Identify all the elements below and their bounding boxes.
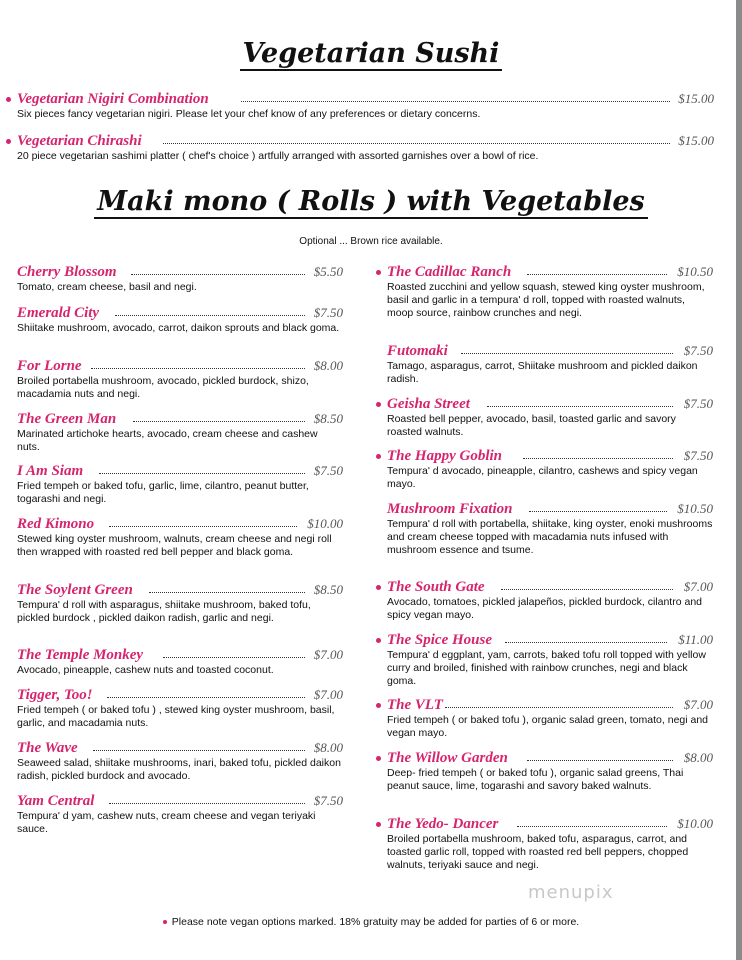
item-description: Fried tempeh or baked tofu, garlic, lime, cilantro, peanut butter, togarashi and negi. [17,480,309,505]
vegan-marker-icon [6,139,11,144]
vegan-marker-icon [163,920,167,924]
leader-dots [109,526,297,527]
menu-item [17,516,343,559]
brown-rice-note: Optional ... Brown rice available. [299,236,443,247]
item-description: Avocado, tomatoes, pickled jalapeños, pickled burdock, cilantro and spicy vegan mayo. [387,596,702,621]
item-description: Seaweed salad, shiitake mushrooms, inari, baked tofu, pickled daikon radish, pickled burdock and avocado. [17,757,341,782]
leader-dots [501,589,673,590]
vegan-marker-icon [6,97,11,102]
item-price: $7.50 [313,793,343,808]
leader-dots [109,803,305,804]
leader-dots [461,353,673,354]
item-description: Marinated artichoke hearts, avocado, cream cheese and cashew nuts. [17,428,318,453]
item-name: Mushroom Fixation [387,501,513,517]
item-name: The South Gate [387,579,485,595]
item-description: Broiled portabella mushroom, baked tofu, asparagus, carrot, and toasted garlic roll, topped with roasted red bell peppers, chopped walnuts, teriyaki sauce and negi. [387,833,689,871]
item-description: Broiled portabella mushroom, avocado, pickled burdock, shizo, macadamia nuts and negi. [17,375,309,400]
menu-item [17,411,343,454]
item-price: $8.00 [683,750,713,765]
leader-dots [505,642,667,643]
vegan-marker-icon [376,585,381,590]
item-price: $7.00 [683,579,713,594]
vegan-marker-icon [376,638,381,643]
menu-item [387,343,713,386]
vegetarian-sushi-title: Vegetarian Sushi [0,38,742,69]
item-price: $10.00 [307,516,343,531]
item-description: Stewed king oyster mushroom, walnuts, cream cheese and negi roll then wrapped with roasted red bell pepper and black goma. [17,533,332,558]
item-name: The Soylent Green [17,582,133,598]
item-name: Geisha Street [387,396,470,412]
item-description: 20 piece vegetarian sashimi platter ( chef's choice ) artfully arranged with assorted garnishes over a bowl of rice. [17,150,539,162]
item-name: The Yedo- Dancer [387,816,499,832]
leader-dots [523,458,673,459]
menu-item [17,305,343,335]
item-name: The Spice House [387,632,492,648]
item-name: The Willow Garden [387,750,508,766]
leader-dots [527,760,673,761]
leader-dots [133,421,305,422]
footer-note [0,916,742,928]
item-name: Tigger, Too! [17,687,93,703]
item-name: The Happy Goblin [387,448,502,464]
item-description: Avocado, pineapple, cashew nuts and toasted coconut. [17,664,274,676]
leader-dots [107,697,305,698]
item-price: $7.00 [313,687,343,702]
item-price: $15.00 [678,133,714,148]
item-description: Tempura' d yam, cashew nuts, cream cheese and vegan teriyaki sauce. [17,810,316,835]
item-name: Red Kimono [17,516,95,532]
vegan-marker-icon [376,756,381,761]
item-price: $7.50 [683,448,713,463]
item-description: Deep- fried tempeh ( or baked tofu ), organic salad greens, Thai peanut sauce, lime, togarashi and savory baked walnuts. [387,767,684,792]
item-price: $10.50 [677,501,713,516]
item-description: Roasted zucchini and yellow squash, stewed king oyster mushroom, basil and garlic in a tempura' d roll, topped with roasted walnuts, moop source, rainbow crunches and negi. [387,281,705,319]
item-price: $7.50 [313,305,343,320]
item-name: The Temple Monkey [17,647,144,663]
item-description: Tomato, cream cheese, basil and negi. [17,281,197,293]
item-price: $7.50 [683,343,713,358]
item-price: $8.50 [313,411,343,426]
item-price: $8.50 [313,582,343,597]
item-description: Six pieces fancy vegetarian nigiri. Please let your chef know of any preferences or dietary concerns. [17,108,481,120]
leader-dots [517,826,667,827]
item-price: $7.50 [313,463,343,478]
vegan-marker-icon [376,454,381,459]
menu-item [387,697,713,740]
item-name: The Wave [17,740,78,756]
item-name: The Cadillac Ranch [387,264,512,280]
leader-dots [529,511,667,512]
menu-item [387,396,713,439]
menu-item [387,264,713,320]
item-price: $7.50 [683,396,713,411]
item-price: $5.50 [313,264,343,279]
item-price: $7.00 [683,697,713,712]
item-description: Tempura' d avocado, pineapple, cilantro, cashews and spicy vegan mayo. [387,465,698,490]
footer-text: Please note vegan options marked. 18% gratuity may be added for parties of 6 or more. [171,916,580,928]
item-description: Fried tempeh ( or baked tofu ), organic salad green, tomato, negi and vegan mayo. [387,714,709,739]
item-description: Shiitake mushroom, avocado, carrot, daikon sprouts and black goma. [17,322,340,334]
menu-item [17,740,343,783]
leader-dots [131,274,305,275]
maki-rolls-title: Maki mono ( Rolls ) with Vegetables [0,186,742,217]
item-price: $10.50 [677,264,713,279]
leader-dots [527,274,667,275]
leader-dots [115,315,305,316]
menu-item [387,750,713,793]
item-name: Yam Central [17,793,95,809]
leader-dots [487,406,673,407]
watermark-logo: menupix [528,882,614,903]
item-price: $11.00 [678,632,713,647]
leader-dots [241,101,670,102]
leader-dots [163,657,305,658]
leader-dots [149,592,305,593]
menu-item [17,793,343,836]
page-edge [736,0,742,960]
leader-dots [163,143,670,144]
menu-item [387,448,713,491]
leader-dots [445,707,673,708]
item-description: Tempura' d eggplant, yam, carrots, baked tofu roll topped with yellow curry and broiled, finished with rainbow crunches, negi and black goma. [387,649,706,687]
item-price: $7.00 [313,647,343,662]
item-description: Tempura' d roll with asparagus, shiitake mushroom, baked tofu, pickled burdock , pickled daikon radish, garlic and negi. [17,599,311,624]
item-name: For Lorne [17,358,82,374]
leader-dots [99,473,305,474]
item-price: $15.00 [678,91,714,106]
item-price: $10.00 [677,816,713,831]
menu-item [17,582,343,625]
vegan-marker-icon [376,703,381,708]
menu-item [17,91,714,121]
item-name: Cherry Blossom [17,264,117,280]
item-name: Futomaki [387,343,448,359]
leader-dots [93,750,305,751]
vegan-marker-icon [376,270,381,275]
item-description: Fried tempeh ( or baked tofu ) , stewed king oyster mushroom, basil, garlic, and macadamia nuts. [17,704,335,729]
menu-item [17,687,343,730]
menu-item [387,632,713,688]
menu-item [387,579,713,622]
vegan-marker-icon [376,402,381,407]
item-name: Emerald City [17,305,100,321]
menu-item [17,358,343,401]
item-description: Tamago, asparagus, carrot, Shiitake mushroom and pickled daikon radish. [387,360,698,385]
menu-item [17,463,343,506]
item-name: The Green Man [17,411,117,427]
item-price: $8.00 [313,740,343,755]
menu-item [387,501,713,557]
item-price: $8.00 [313,358,343,373]
menu-item [17,133,714,163]
menu-item [17,264,343,294]
item-description: Roasted bell pepper, avocado, basil, toasted garlic and savory roasted walnuts. [387,413,676,438]
leader-dots [91,368,305,369]
item-name: I Am Siam [17,463,84,479]
item-description: Tempura' d roll with portabella, shiitake, king oyster, enoki mushrooms and cream cheese topped with macadamia nuts infused with mushroom essence and tsume. [387,518,713,556]
menu-item [387,816,713,872]
item-name: The VLT [387,697,443,713]
item-name: Vegetarian Nigiri Combination [17,91,209,107]
menu-item [17,647,343,677]
item-name: Vegetarian Chirashi [17,133,142,149]
vegan-marker-icon [376,822,381,827]
